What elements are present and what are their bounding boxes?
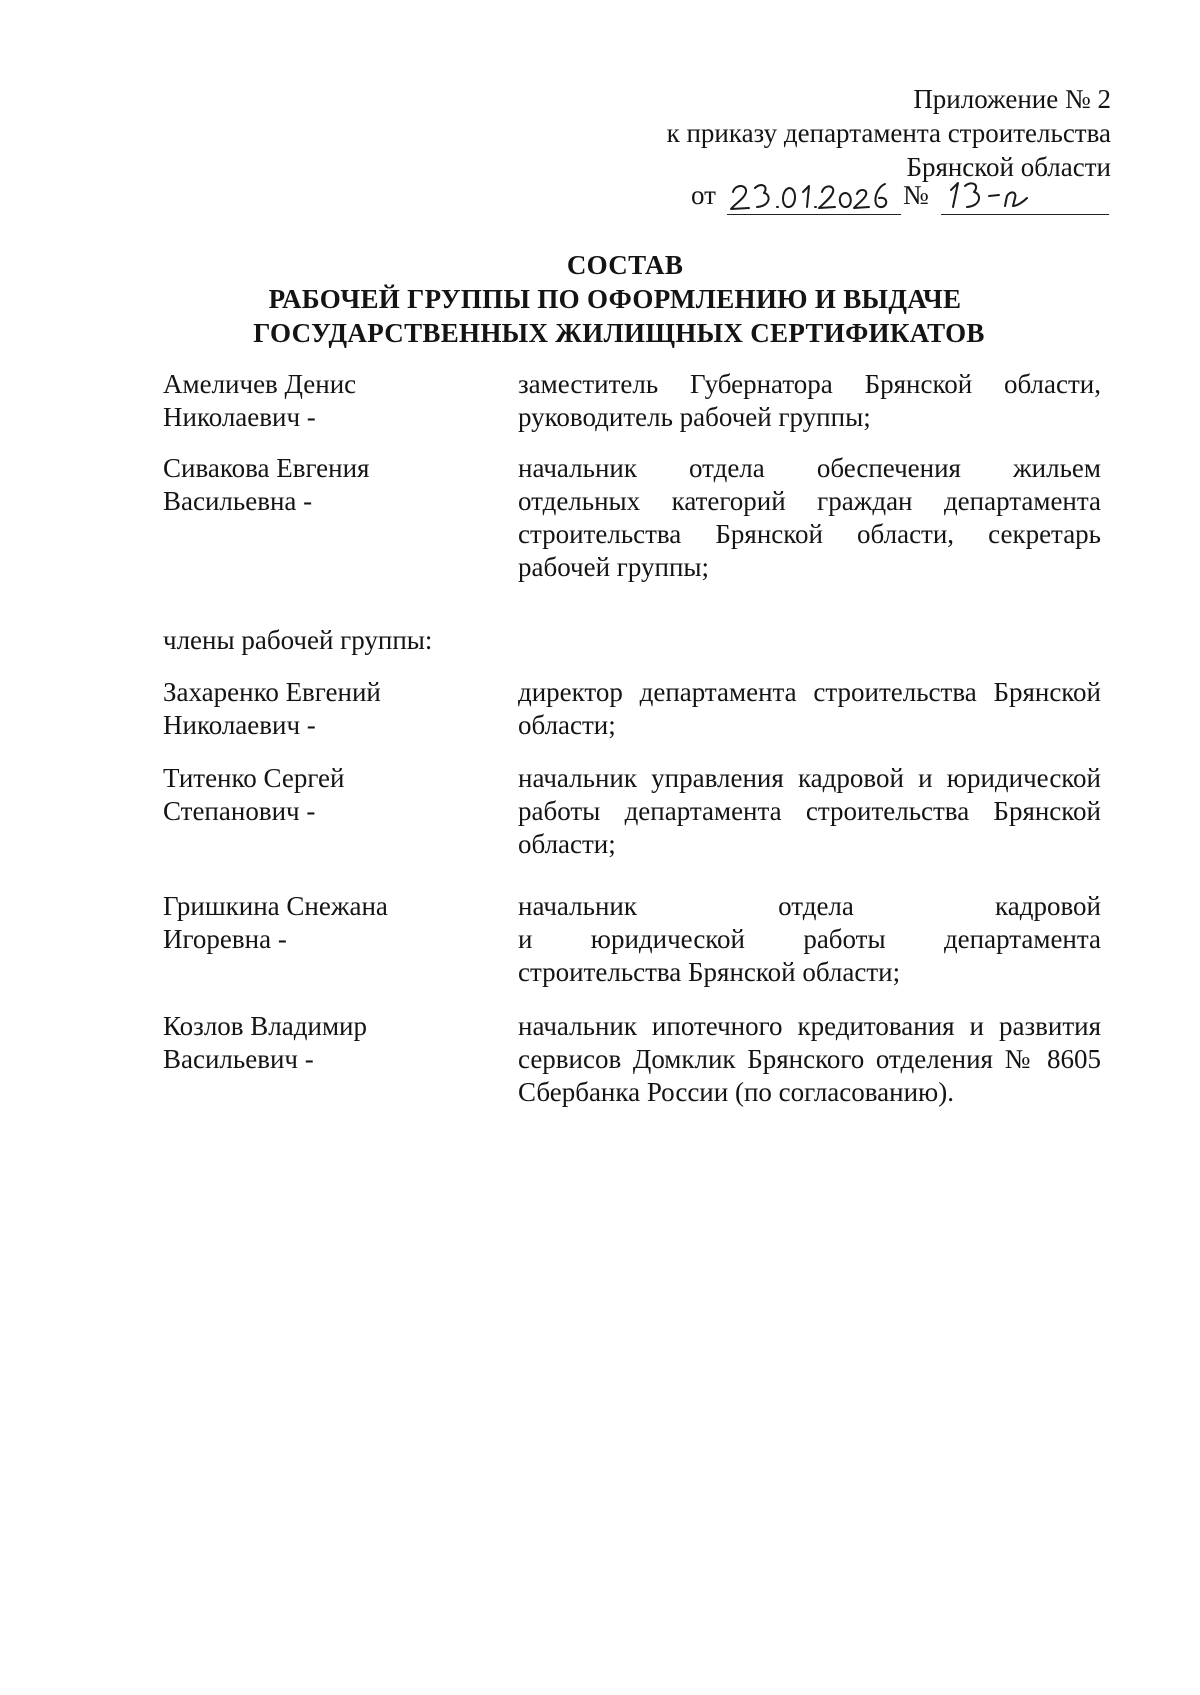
date-prefix: от — [691, 180, 716, 210]
handwritten-date-field — [727, 176, 901, 215]
member-surname-name: Козлов Владимир — [163, 1011, 367, 1041]
role-line: рабочей группы; — [518, 552, 710, 582]
role-line: работы департамента строительства Брянской — [518, 796, 1101, 826]
role-line: Сбербанка России (по согласованию). — [518, 1077, 954, 1107]
role-line: начальник отдела кадровой — [518, 891, 1101, 921]
number-sign: № — [903, 180, 929, 210]
handwritten-date — [727, 176, 901, 214]
title-line-1: СОСТАВ — [566, 250, 684, 280]
member-patronymic: Николаевич - — [163, 402, 316, 432]
member-patronymic: Васильевна - — [163, 486, 313, 516]
member-surname-name: Гришкина Снежана — [163, 891, 388, 921]
member-surname-name: Сивакова Евгения — [163, 453, 370, 483]
member-role — [518, 1010, 1101, 1109]
appendix-order-reference: к приказу департамента строительства — [666, 118, 1111, 148]
appendix-header — [551, 82, 1111, 184]
role-line: строительства Брянской области, секретарь — [518, 519, 1101, 549]
appendix-number: Приложение № 2 — [913, 84, 1111, 114]
member-name — [163, 452, 493, 518]
title-line-2: РАБОЧЕЙ ГРУППЫ ПО ОФОРМЛЕНИЮ И ВЫДАЧЕ — [268, 284, 962, 314]
member-role — [518, 676, 1101, 742]
members-label: члены рабочей группы: — [163, 625, 433, 655]
role-line: строительства Брянской области; — [518, 957, 901, 987]
role-line: и юридической работы департамента — [518, 924, 1101, 954]
member-surname-name: Захаренко Евгений — [163, 677, 381, 707]
member-name — [163, 368, 493, 434]
handwritten-number-field — [941, 176, 1109, 215]
member-patronymic: Николаевич - — [163, 710, 316, 740]
role-line: начальник ипотечного кредитования и развития — [518, 1011, 1101, 1041]
member-surname-name: Титенко Сергей — [163, 763, 345, 793]
role-line: области; — [518, 710, 616, 740]
title-line-3: ГОСУДАРСТВЕННЫХ ЖИЛИЩНЫХ СЕРТИФИКАТОВ — [253, 318, 985, 348]
member-role — [518, 762, 1101, 861]
appendix-region: Брянской области — [906, 152, 1111, 182]
member-role — [518, 890, 1101, 989]
handwritten-order-number — [941, 176, 1109, 214]
member-role — [518, 368, 1101, 434]
member-name — [163, 762, 493, 828]
role-line: заместитель Губернатора Брянской области, — [518, 369, 1101, 399]
role-line: начальник управления кадровой и юридической — [518, 763, 1101, 793]
role-line: отдельных категорий граждан департамента — [518, 486, 1101, 516]
role-line: директор департамента строительства Брянской — [518, 677, 1101, 707]
order-date-line — [691, 176, 1111, 216]
member-patronymic: Степанович - — [163, 796, 316, 826]
member-role — [518, 452, 1101, 584]
member-patronymic: Игоревна - — [163, 924, 287, 954]
role-line: сервисов Домклик Брянского отделения № 8605 — [518, 1044, 1101, 1074]
member-patronymic: Васильевич - — [163, 1044, 314, 1074]
member-name — [163, 676, 493, 742]
document-title — [0, 248, 1200, 350]
role-line: руководитель рабочей группы; — [518, 402, 871, 432]
role-line: области; — [518, 829, 616, 859]
member-surname-name: Амеличев Денис — [163, 369, 357, 399]
member-name — [163, 890, 493, 956]
role-line: начальник отдела обеспечения жильем — [518, 453, 1101, 483]
member-name — [163, 1010, 493, 1076]
